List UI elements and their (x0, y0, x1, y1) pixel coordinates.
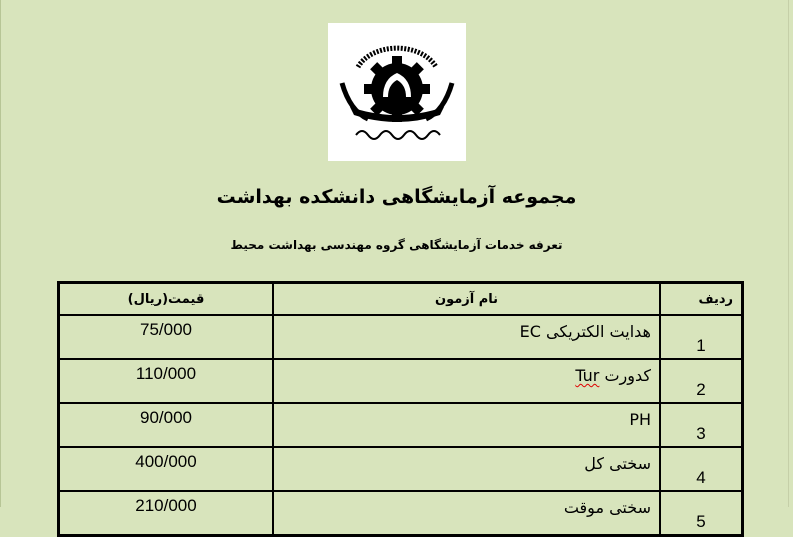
table-row (59, 491, 742, 535)
column-header-price: قیمت(ریال) (59, 283, 273, 315)
test-price: 75/000 (59, 315, 273, 359)
test-price: 110/000 (59, 359, 273, 403)
table-row (59, 447, 742, 491)
test-name: PH (273, 403, 660, 447)
spellcheck-marked-word: Tur (575, 366, 600, 385)
university-logo (328, 23, 466, 161)
table-row (59, 403, 742, 447)
page-edge-right (788, 0, 789, 507)
column-header-row-number: ردیف (660, 283, 742, 315)
test-name: سختی موقت (273, 491, 660, 535)
tariff-table (57, 281, 744, 537)
test-name: هدایت الکتریکی EC (273, 315, 660, 359)
test-price: 210/000 (59, 491, 273, 535)
row-number: 3 (660, 403, 742, 447)
table-row (59, 315, 742, 359)
row-number: 2 (660, 359, 742, 403)
test-price: 90/000 (59, 403, 273, 447)
page-subtitle: تعرفه خدمات آزمایشگاهی گروه مهندسی بهداشت محیط (230, 238, 563, 252)
test-name-prefix: کدورت (599, 366, 651, 385)
test-name: سختی کل (273, 447, 660, 491)
table-row (59, 359, 742, 403)
test-name (273, 359, 660, 403)
test-price: 400/000 (59, 447, 273, 491)
row-number: 5 (660, 491, 742, 535)
table-header-row (59, 283, 742, 315)
row-number: 1 (660, 315, 742, 359)
logo-emblem-icon (328, 23, 466, 161)
row-number: 4 (660, 447, 742, 491)
page-title: مجموعه آزمایشگاهی دانشکده بهداشت (216, 186, 577, 208)
column-header-test-name: نام آزمون (273, 283, 660, 315)
